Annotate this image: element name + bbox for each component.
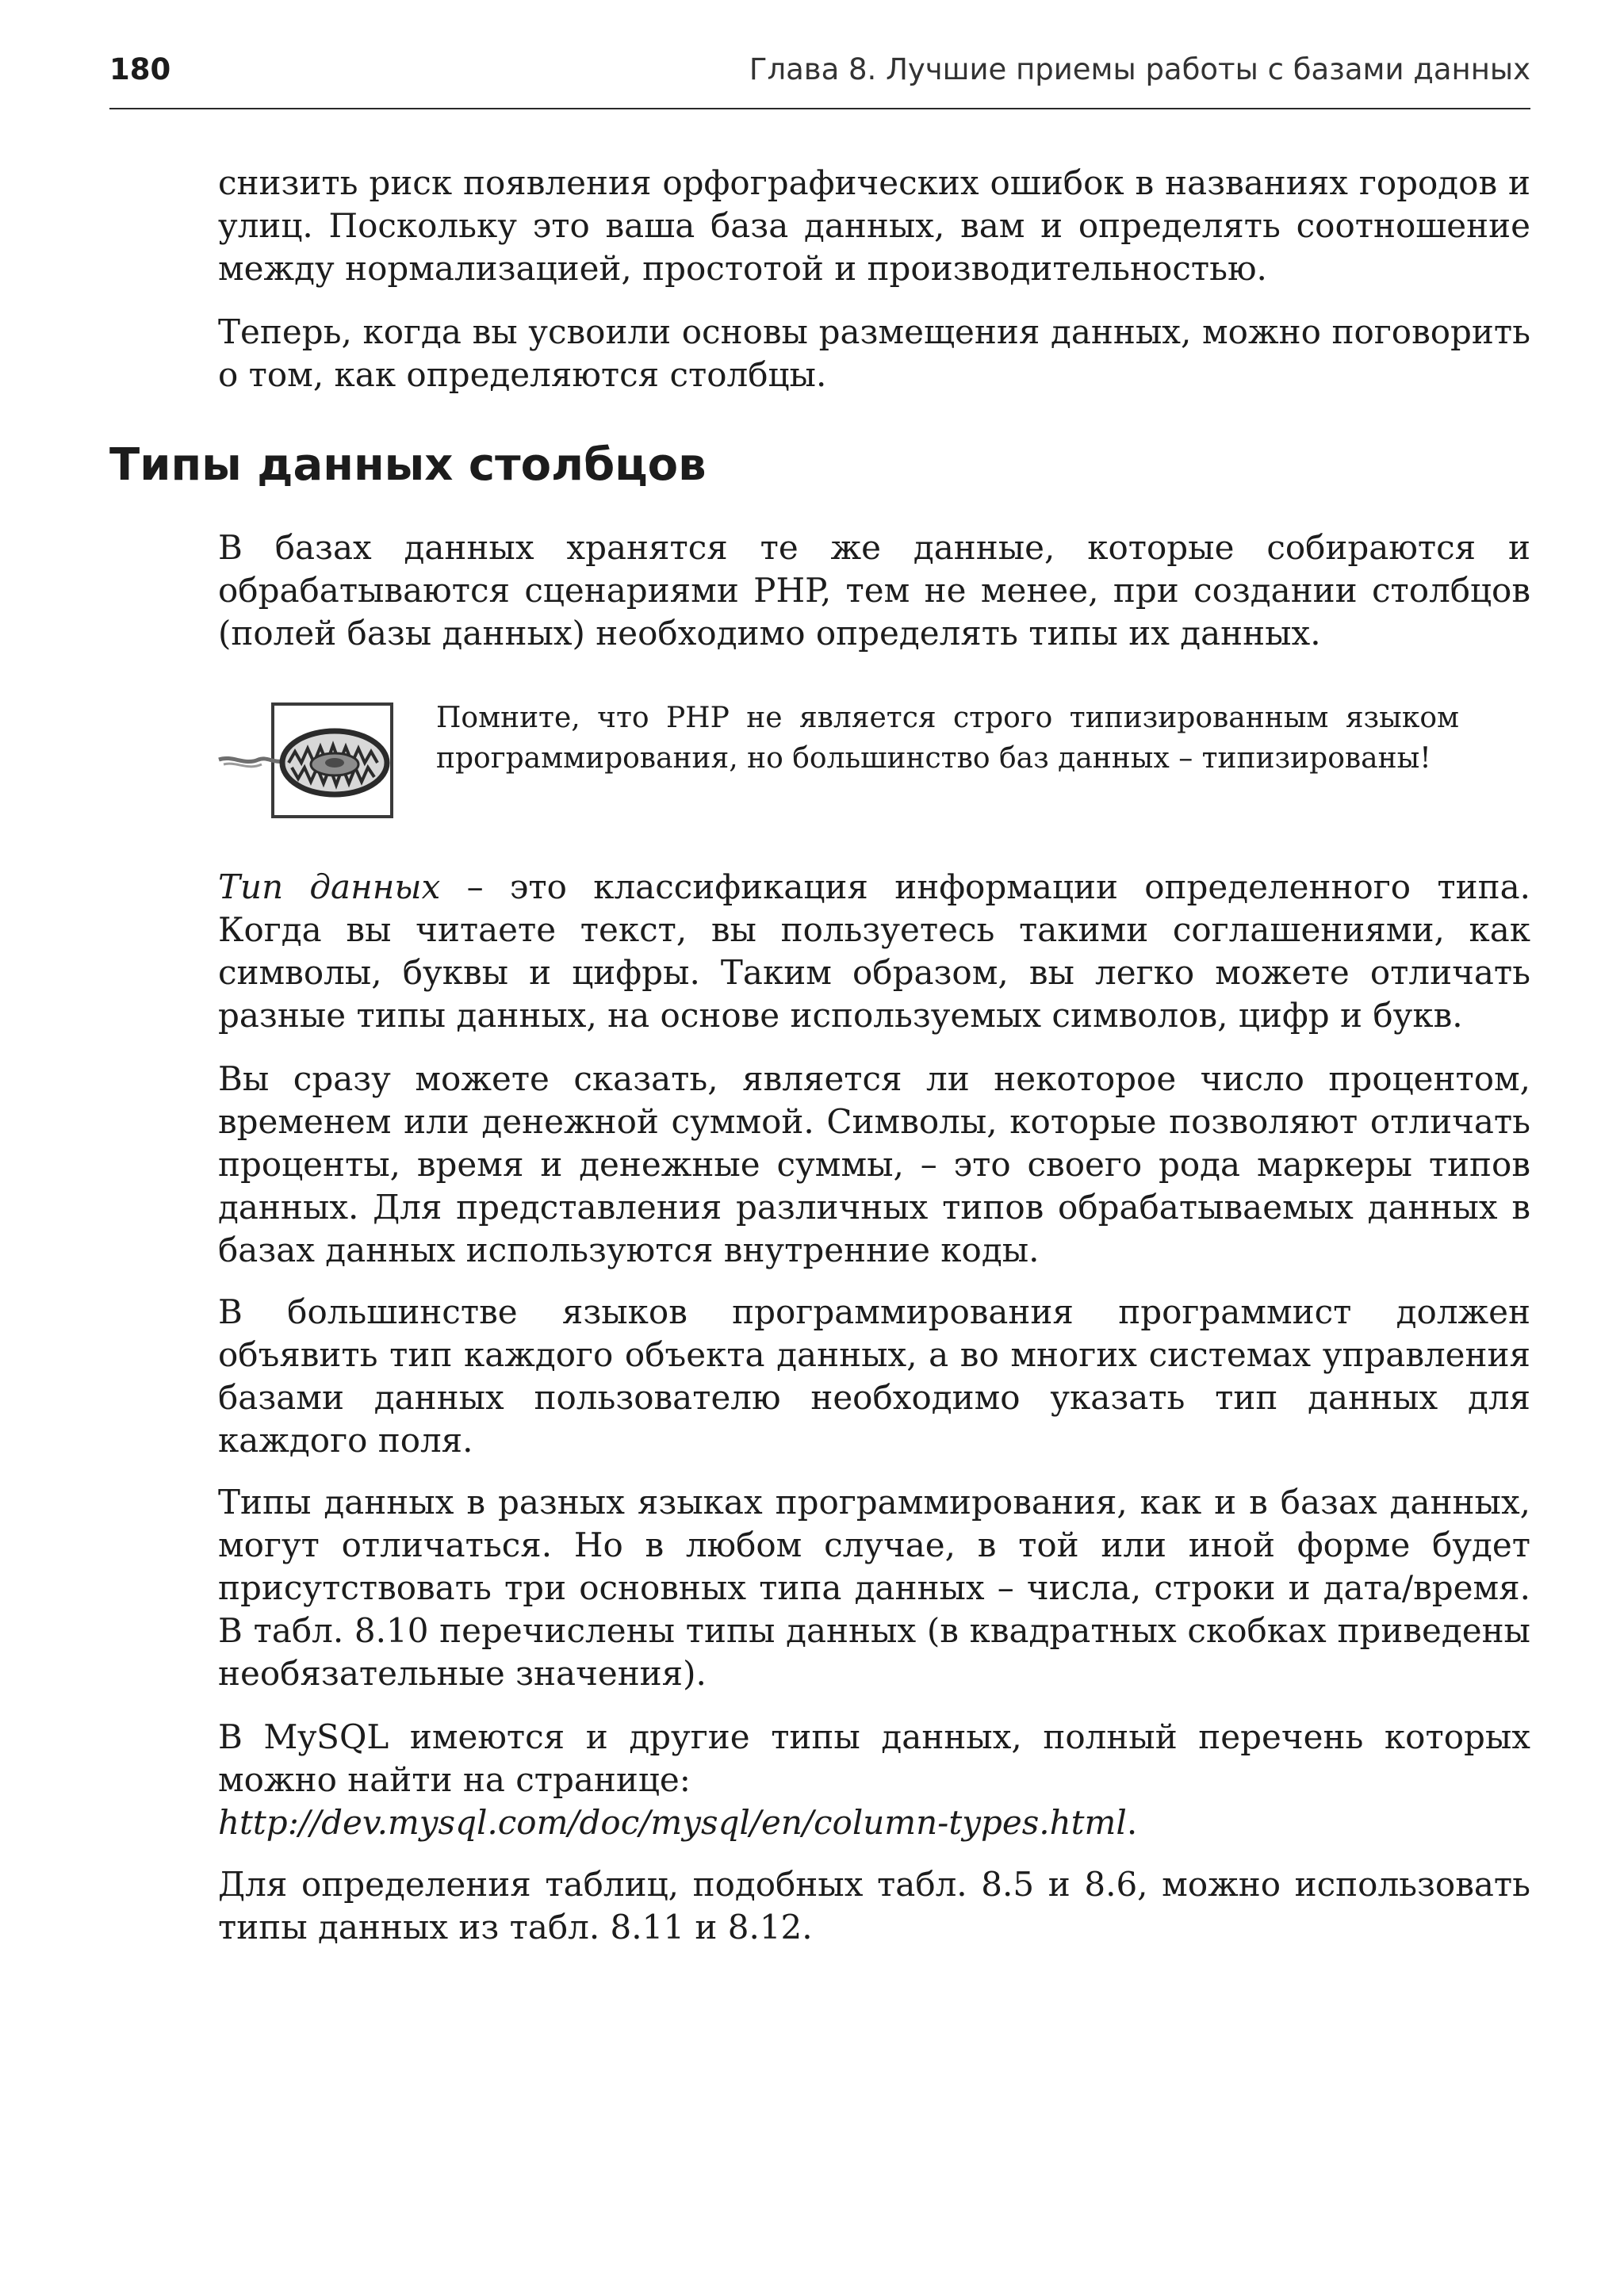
- paragraph-basic-types: Типы данных в разных языках программирования, как и в базах данных, могут отличаться. Но в любом случае, в той или иной форме будет присутствовать три основных типа данных – числа, строки и дата/время. В табл. 8.10 перечислены типы данных (в квадратных скобках приведены необязательные значения).: [218, 1483, 1530, 1693]
- paragraph-table-types: Для определения таблиц, подобных табл. 8.5 и 8.6, можно использовать типы данных из табл. 8.11 и 8.12.: [218, 1865, 1530, 1947]
- data-type-term: Тип данных: [218, 867, 441, 906]
- paragraph-declare-types: В большинстве языков программирования программист должен объявить тип каждого объекта данных, а во многих системах управления базами данных пользователю необходимо указать тип данных для каждого поля.: [218, 1292, 1530, 1460]
- section-intro: В базах данных хранятся те же данные, которые собираются и обрабатываются сценариями PHP, тем не менее, при создании столбцов (полей базы данных) необходимо определять типы их данных.: [218, 528, 1530, 653]
- chapter-title: Глава 8. Лучшие приемы работы с базами данных: [749, 52, 1530, 86]
- note-text: Помните, что PHP не является строго типизированным языком программирования, но большинство баз данных – типизированы!: [436, 702, 1459, 775]
- header-divider: [109, 108, 1530, 109]
- paragraph-normalization: снизить риск появления орфографических ошибок в названиях городов и улиц. Поскольку это ваша база данных, вам и определять соотношение между нормализацией, простотой и производительностью.: [218, 163, 1530, 288]
- page-number: 180: [109, 52, 171, 86]
- mysql-docs-link[interactable]: http://dev.mysql.com/doc/mysql/en/column-types.html: [218, 1803, 1127, 1842]
- data-type-definition: – это классификация информации определенного типа. Когда вы читаете текст, вы пользуетесь такими соглашениями, как символы, буквы и цифры. Таким образом, вы легко можете отличать разные типы данных, на основе используемых символов, цифр и букв.: [218, 867, 1530, 1035]
- paragraph-mysql-types: [218, 1716, 1530, 1844]
- trap-icon: [216, 699, 398, 821]
- paragraph-data-type-definition: [218, 866, 1530, 1037]
- running-head: [109, 46, 1530, 94]
- url-period: .: [1126, 1803, 1138, 1842]
- mysql-intro-text: В MySQL имеются и другие типы данных, полный перечень которых можно найти на странице:: [218, 1717, 1530, 1799]
- paragraph-type-markers: Вы сразу можете сказать, является ли некоторое число процентом, временем или денежной суммой. Символы, которые позволяют отличать проценты, время и денежные суммы, – это своего рода маркеры типов данных. Для представления различных типов обрабатываемых данных в базах данных используются внутренние коды.: [218, 1059, 1530, 1269]
- section-heading: Типы данных столбцов: [109, 439, 707, 491]
- paragraph-columns-transition: Теперь, когда вы усвоили основы размещения данных, можно поговорить о том, как определяются столбцы.: [218, 312, 1530, 394]
